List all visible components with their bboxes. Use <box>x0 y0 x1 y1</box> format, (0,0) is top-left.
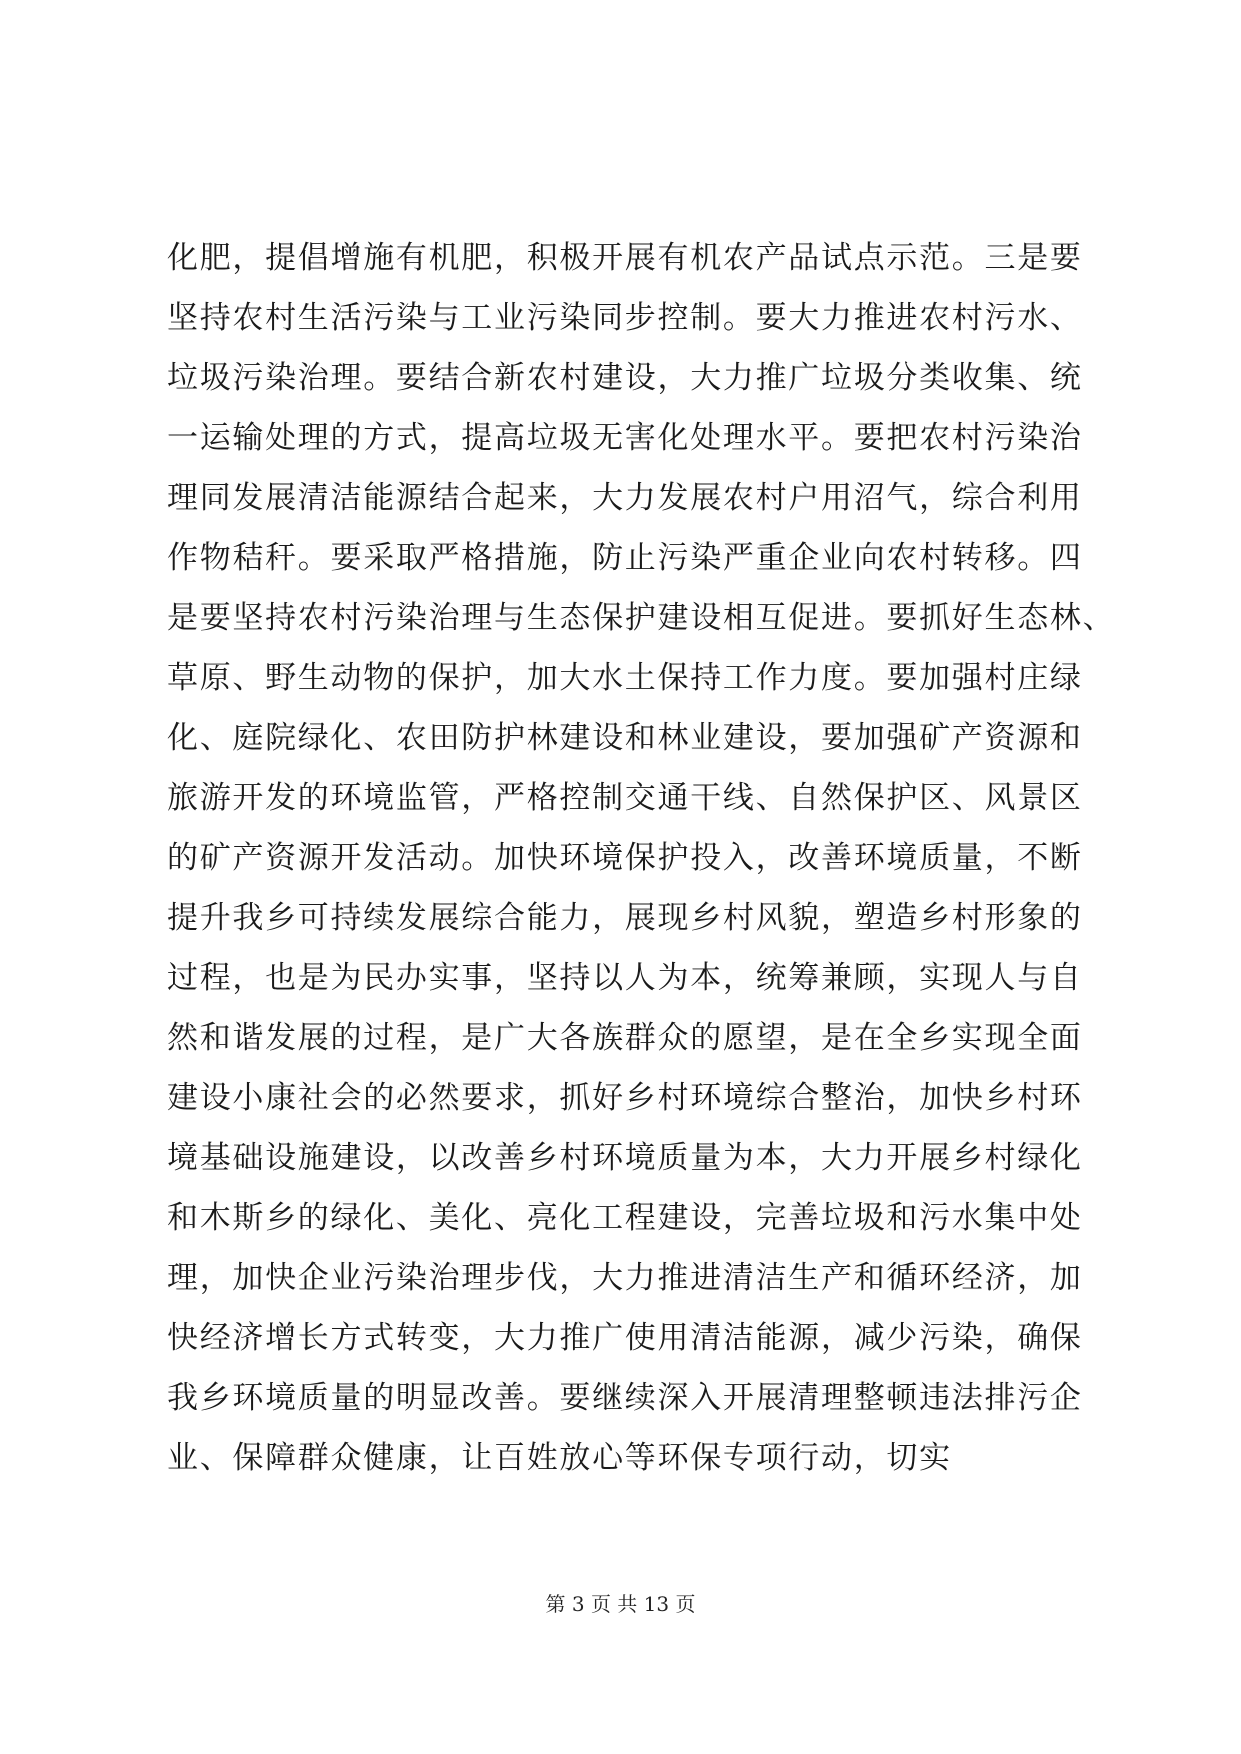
text-line: 的矿产资源开发活动。加快环境保护投入，改善环境质量，不断 <box>167 840 1083 876</box>
text-line: 坚持农村生活污染与工业污染同步控制。要大力推进农村污水、 <box>167 300 1083 336</box>
text-line: 旅游开发的环境监管，严格控制交通干线、自然保护区、风景区 <box>167 780 1083 816</box>
text-line: 提升我乡可持续发展综合能力，展现乡村风貌，塑造乡村形象的 <box>167 900 1083 936</box>
text-line: 垃圾污染治理。要结合新农村建设，大力推广垃圾分类收集、统 <box>167 360 1083 396</box>
text-line: 理，加快企业污染治理步伐，大力推进清洁生产和循环经济，加 <box>167 1260 1083 1296</box>
text-line: 一运输处理的方式，提高垃圾无害化处理水平。要把农村污染治 <box>167 420 1083 456</box>
text-line: 快经济增长方式转变，大力推广使用清洁能源，减少污染，确保 <box>167 1320 1083 1356</box>
text-line: 我乡环境质量的明显改善。要继续深入开展清理整顿违法排污企 <box>167 1380 1083 1416</box>
text-line: 然和谐发展的过程，是广大各族群众的愿望，是在全乡实现全面 <box>167 1020 1083 1056</box>
text-line: 是要坚持农村污染治理与生态保护建设相互促进。要抓好生态林、 <box>167 600 1116 636</box>
text-line: 境基础设施建设，以改善乡村环境质量为本，大力开展乡村绿化 <box>167 1140 1083 1176</box>
page-number-footer: 第 3 页 共 13 页 <box>545 1592 696 1616</box>
text-line: 草原、野生动物的保护，加大水土保持工作力度。要加强村庄绿 <box>167 660 1083 696</box>
text-line: 建设小康社会的必然要求，抓好乡村环境综合整治，加快乡村环 <box>167 1080 1083 1116</box>
text-line: 化肥，提倡增施有机肥，积极开展有机农产品试点示范。三是要 <box>167 240 1083 276</box>
body-text <box>167 228 1116 1488</box>
text-line: 理同发展清洁能源结合起来，大力发展农村户用沼气，综合利用 <box>167 480 1083 516</box>
text-line: 化、庭院绿化、农田防护林建设和林业建设，要加强矿产资源和 <box>167 720 1083 756</box>
text-line: 过程，也是为民办实事，坚持以人为本，统筹兼顾，实现人与自 <box>167 960 1083 996</box>
text-line: 作物秸秆。要采取严格措施，防止污染严重企业向农村转移。四 <box>167 540 1083 576</box>
text-line: 和木斯乡的绿化、美化、亮化工程建设，完善垃圾和污水集中处 <box>167 1200 1083 1236</box>
text-line: 业、保障群众健康，让百姓放心等环保专项行动，切实 <box>167 1440 952 1476</box>
